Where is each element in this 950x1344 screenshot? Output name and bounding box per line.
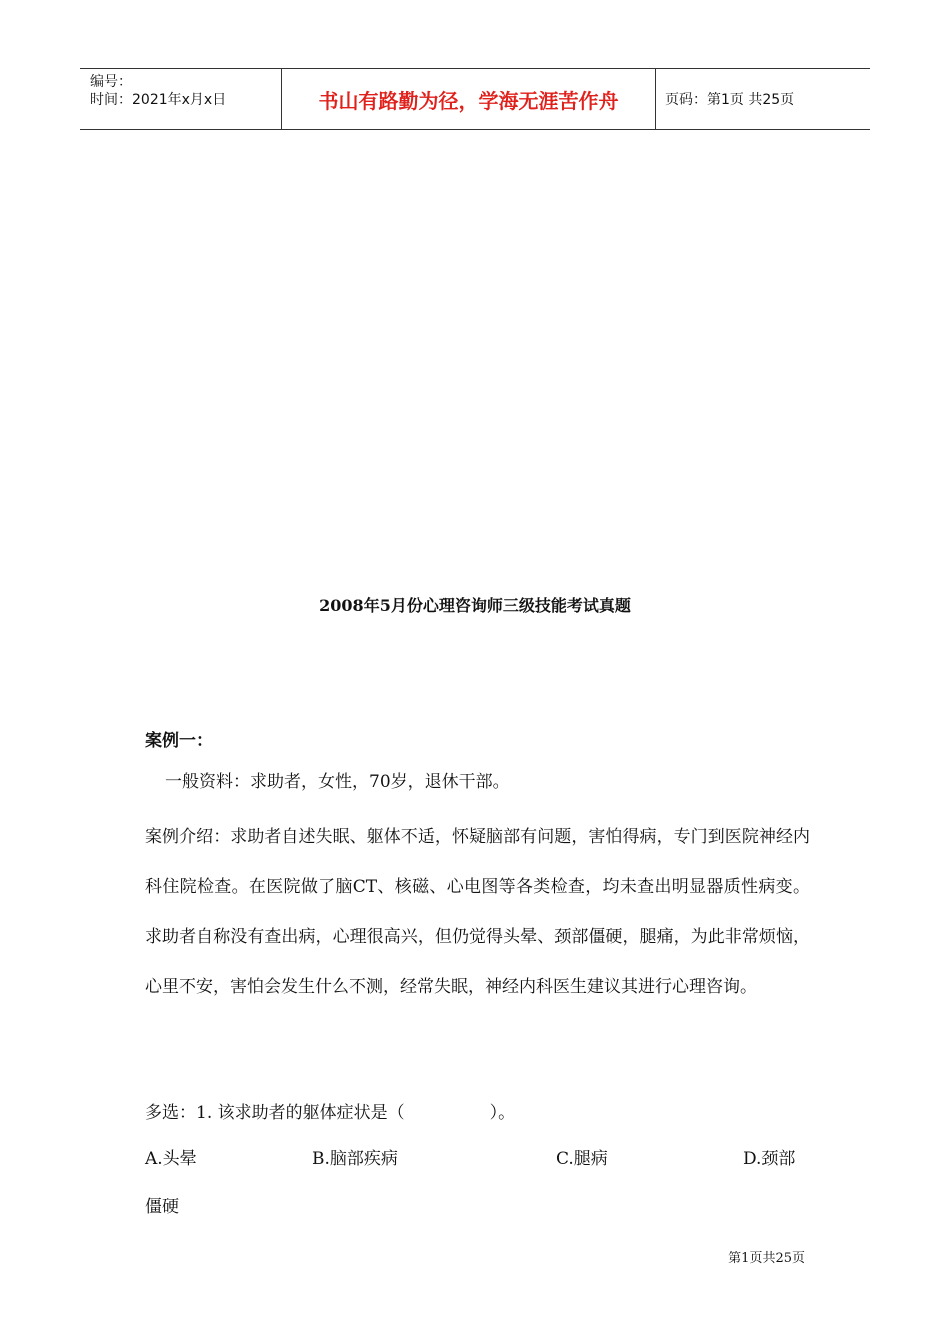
case-heading: 案例一： (145, 731, 213, 751)
general-info: 一般资料：求助者，女性，70岁，退休干部。 (165, 772, 510, 792)
option-d-continuation: 僵硬 (145, 1197, 179, 1217)
option-a: A.头晕 (145, 1149, 197, 1169)
question-1: 多选：1. 该求助者的躯体症状是（ ）。 (145, 1103, 516, 1123)
document-number-label: 编号： (90, 74, 132, 90)
document-date-label: 时间：2021年x月x日 (90, 92, 227, 108)
document-title: 2008年5月份心理咨询师三级技能考试真题 (319, 596, 631, 615)
header-motto-cell (281, 69, 656, 129)
header-table (80, 68, 870, 130)
option-d: D.颈部 (743, 1149, 796, 1169)
option-c: C.腿病 (556, 1149, 608, 1169)
case-intro-paragraph: 案例介绍：求助者自述失眠、躯体不适，怀疑脑部有问题，害怕得病，专门到医院神经内科住院检查。在医院做了脑CT、核磁、心电图等各类检查，均未查出明显器质性病变。求助者自称没有查出病，心理很高兴，但仍觉得头晕、颈部僵硬，腿痛，为此非常烦恼，心里不安，害怕会发生什么不测，经常失眠，神经内科医生建议其进行心理咨询。 (145, 827, 810, 997)
header-page-info: 页码：第1页 共25页 (665, 92, 795, 108)
motto-text: 书山有路勤为径，学海无涯苦作舟 (318, 88, 619, 113)
option-b: B.脑部疾病 (312, 1149, 398, 1169)
header-meta-cell (80, 69, 280, 129)
page-footer: 第1页共25页 (728, 1251, 805, 1266)
header-page-cell (655, 69, 870, 129)
